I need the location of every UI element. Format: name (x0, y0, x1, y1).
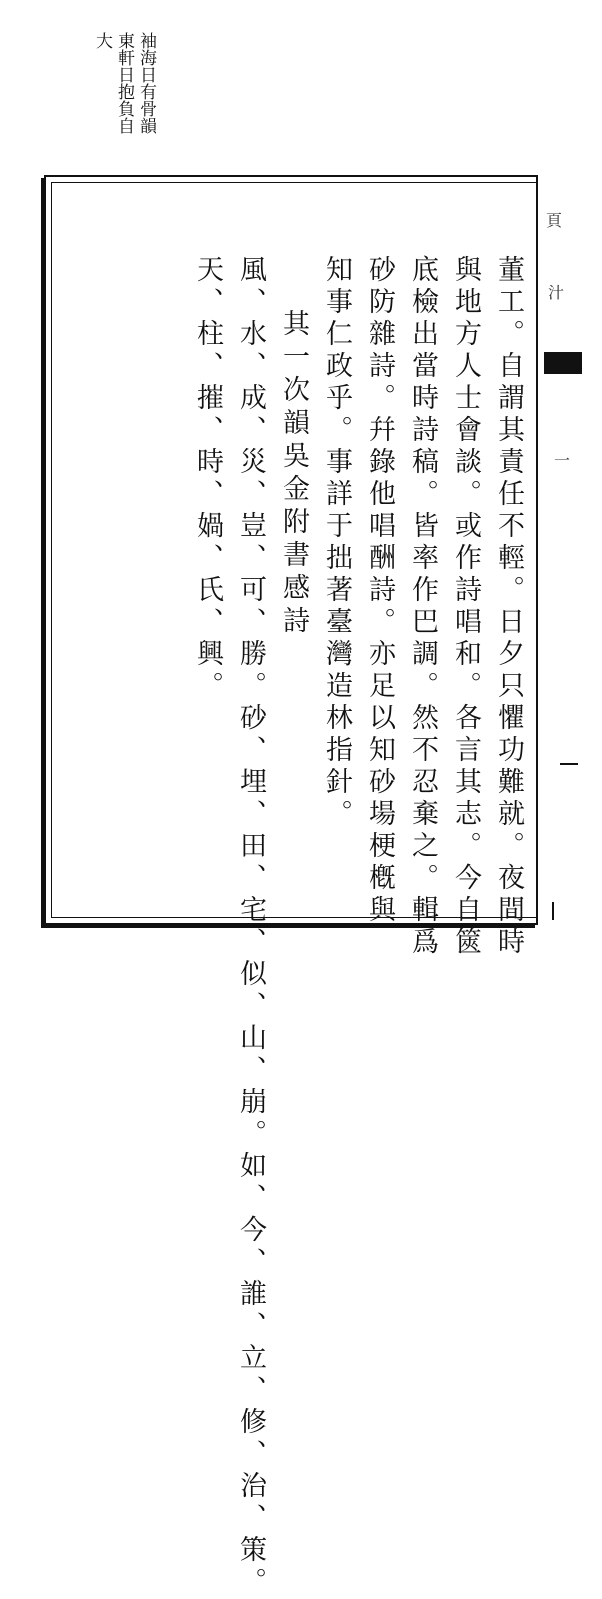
edge-glyph-1: 頁 (546, 211, 563, 230)
top-marginal-note (92, 32, 155, 172)
edge-glyph-2: 汁 (548, 283, 565, 302)
note-column-1: 袖海日有骨韻 (136, 32, 156, 134)
body-text (191, 255, 524, 1599)
edge-tick-2 (552, 902, 554, 920)
poem-line-1: 風、水、成、災、豈、可、勝。砂、埋、田、宅、似、山、崩。如、今、誰、立、修、治、策。 (235, 255, 266, 1599)
text-line-5: 知事仁政乎。事詳于拙著臺灣造林指針。 (321, 255, 352, 831)
poem-line-2: 天、柱、摧、時、媧、氏、興。 (192, 255, 223, 703)
note-column-3: 大 (92, 32, 112, 49)
text-line-3: 底檢出當時詩稿。皆率作巴調。然不忍棄之。輯爲 (407, 255, 438, 959)
note-column-2: 東軒日抱負自 (114, 32, 134, 134)
edge-tick-1 (560, 763, 578, 765)
edge-glyph-3: 一 (554, 451, 571, 470)
text-line-4: 砂防雜詩。幷錄他唱酬詩。亦足以知砂場梗槪與 (364, 255, 395, 927)
text-line-2: 與地方人士會談。或作詩唱和。各言其志。今自篋 (450, 255, 481, 959)
page-frame (44, 175, 538, 1599)
poem-title: 其一次韻吳金附書感詩 (278, 309, 309, 639)
text-line-1: 董工。自謂其責任不輕。日夕只懼功難就。夜間時 (493, 255, 524, 959)
page-edge-bleed (540, 180, 602, 920)
edge-black-mark (544, 352, 582, 374)
